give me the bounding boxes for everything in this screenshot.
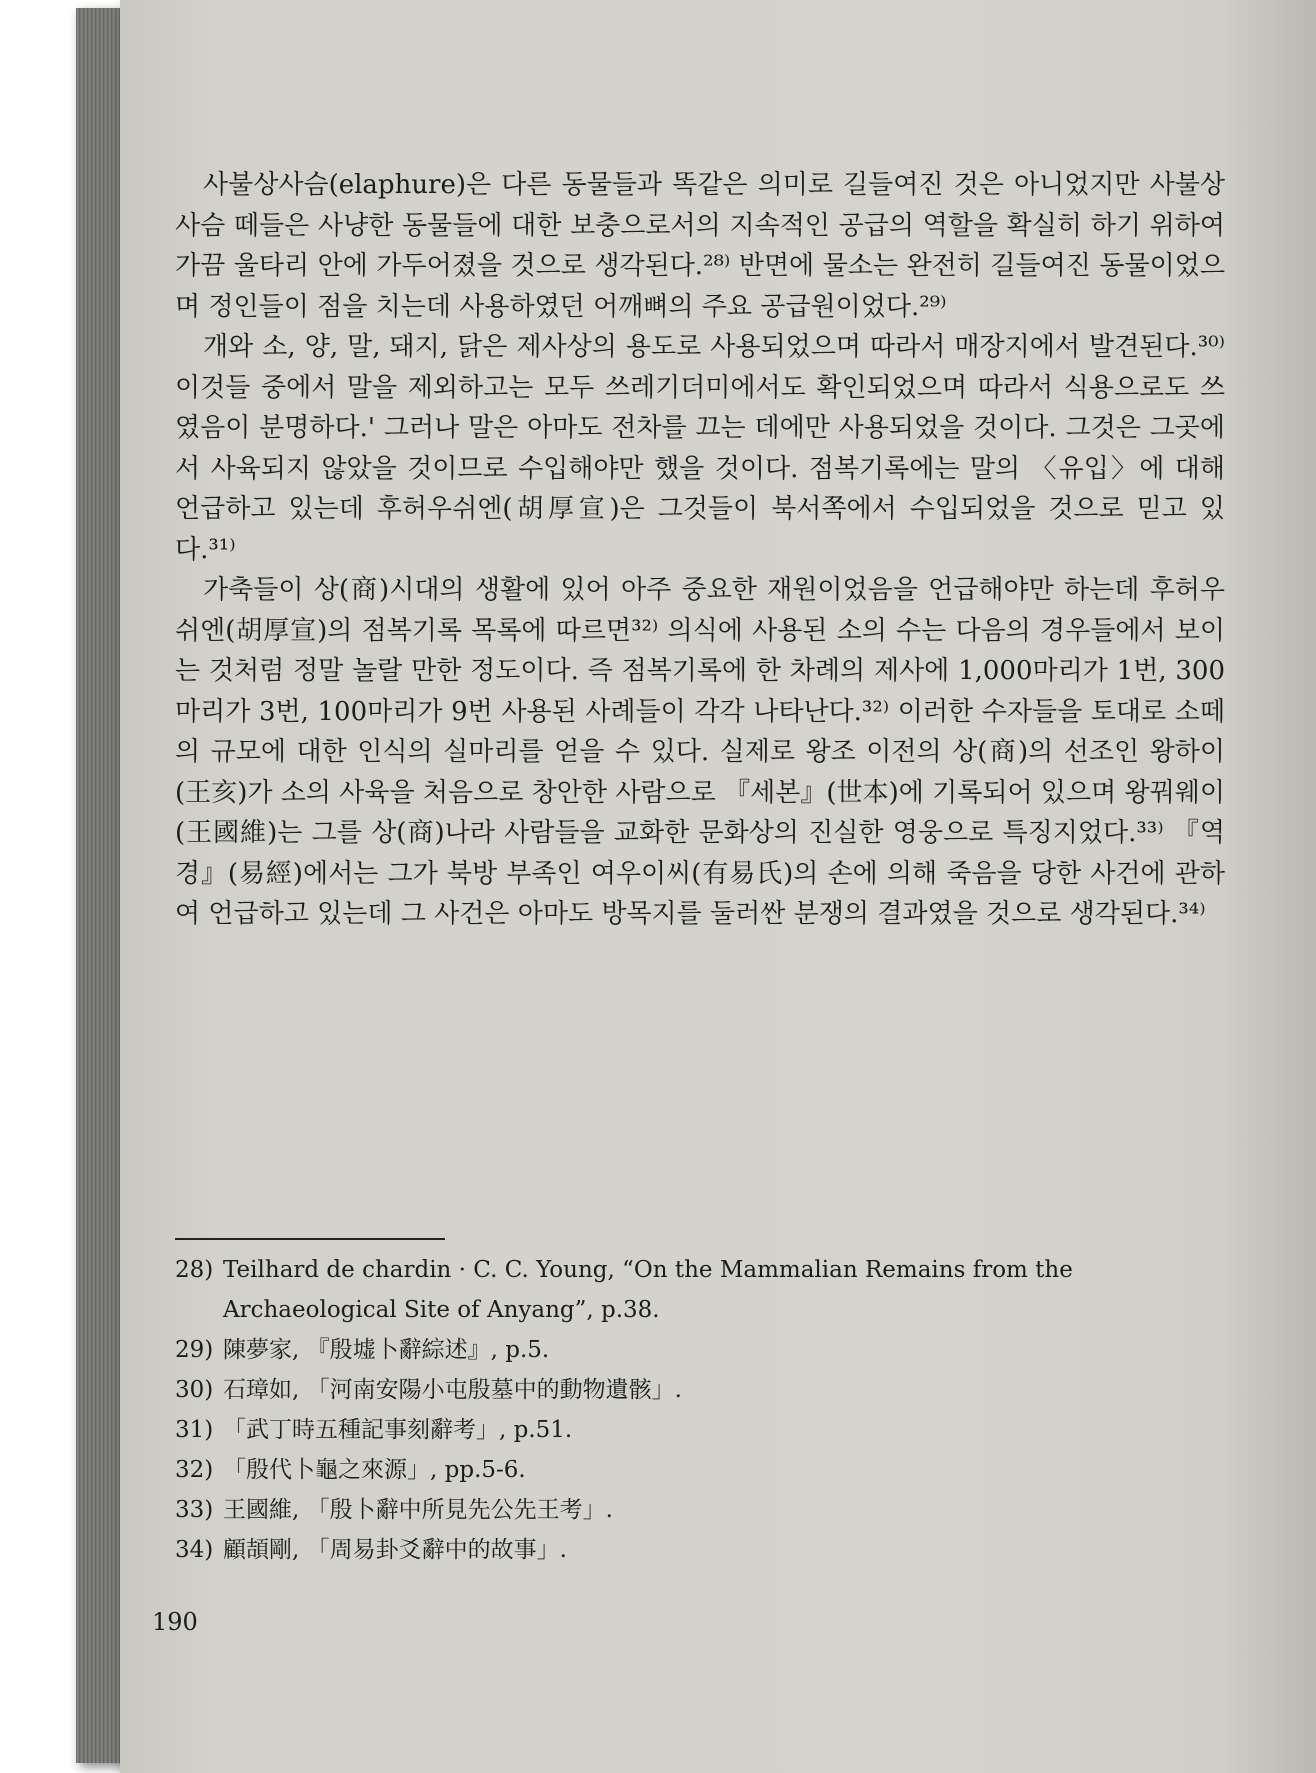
footnote-text: 王國維, 「殷卜辭中所見先公先王考」. [223,1497,613,1523]
footnote [175,1450,1225,1490]
footnote-number: 34) [175,1537,214,1563]
footnotes [175,1250,1225,1570]
footnote-text: Teilhard de chardin · C. C. Young, “On the Mammalian Remains from the Archaeological Site of Anyang”, p.38. [223,1257,1073,1323]
footnote [175,1330,1225,1370]
paragraph: 가축들이 상(商)시대의 생활에 있어 아주 중요한 재원이었음을 언급해야만 하는데 후허우쉬엔(胡厚宣)의 점복기록 목록에 따르면³²⁾ 의식에 사용된 소의 수는 다음의 경우들에서 보이는 것처럼 정말 놀랄 만한 정도이다. 즉 점복기록에 한 차례의 제사에 1,000마리가 1번, 300마리가 3번, 100마리가 9번 사용된 사례들이 각각 나타난다.³²⁾ 이러한 수자들을 토대로 소떼의 규모에 대한 인식의 실마리를 얻을 수 있다. 실제로 왕조 이전의 상(商)의 선조인 왕하이(王亥)가 소의 사육을 처음으로 창안한 사람으로 『세본』(世本)에 기록되어 있으며 왕꿔웨이(王國維)는 그를 상(商)나라 사람들을 교화한 문화상의 진실한 영웅으로 특징지었다.³³⁾ 『역경』(易經)에서는 그가 북방 부족인 여우이씨(有易氏)의 손에 의해 죽음을 당한 사건에 관하여 언급하고 있는데 그 사건은 아마도 방목지를 둘러싼 분쟁의 결과였을 것으로 생각된다.³⁴⁾ [175,575,1225,929]
footnote [175,1530,1225,1570]
footnote [175,1250,1225,1330]
footnote-number: 32) [175,1457,214,1483]
footnote-rule [175,1238,445,1240]
footnote-text: 陳夢家, 『殷墟卜辭綜述』, p.5. [223,1337,550,1363]
paragraph: 사불상사슴(elaphure)은 다른 동물들과 똑같은 의미로 길들여진 것은 아니었지만 사불상사슴 떼들은 사냥한 동물들에 대한 보충으로서의 지속적인 공급의 역할을 확실히 하기 위하여 가끔 울타리 안에 가두어졌을 것으로 생각된다.²⁸⁾ 반면에 물소는 완전히 길들여진 동물이었으며 정인들이 점을 치는데 사용하였던 어깨뼈의 주요 공급원이었다.²⁹⁾ [175,170,1225,322]
footnote [175,1490,1225,1530]
footnote-text: 石璋如, 「河南安陽小屯殷墓中的動物遺骸」. [223,1377,682,1403]
body-text [175,165,1225,935]
page-number: 190 [152,1608,198,1636]
footnote-number: 28) [175,1257,214,1283]
footnote [175,1370,1225,1410]
footnote-number: 31) [175,1417,214,1443]
paragraph: 개와 소, 양, 말, 돼지, 닭은 제사상의 용도로 사용되었으며 따라서 매장지에서 발견된다.³⁰⁾ 이것들 중에서 말을 제외하고는 모두 쓰레기더미에서도 확인되었으며 따라서 식용으로도 쓰였음이 분명하다.' 그러나 말은 아마도 전차를 끄는 데에만 사용되었을 것이다. 그것은 그곳에서 사육되지 않았을 것이므로 수입해야만 했을 것이다. 점복기록에는 말의 〈유입〉에 대해 언급하고 있는데 후허우쉬엔(胡厚宣)은 그것들이 북서쪽에서 수입되었을 것으로 믿고 있다.³¹⁾ [175,332,1225,565]
footnote-text: 「武丁時五種記事刻辭考」, p.51. [223,1417,573,1443]
footnote-text: 顧頡剛, 「周易卦爻辭中的故事」. [223,1537,567,1563]
footnote-number: 33) [175,1497,214,1523]
footnote-number: 29) [175,1337,214,1363]
footnote-number: 30) [175,1377,214,1403]
footnote [175,1410,1225,1450]
footnote-text: 「殷代卜龜之來源」, pp.5-6. [223,1457,526,1483]
